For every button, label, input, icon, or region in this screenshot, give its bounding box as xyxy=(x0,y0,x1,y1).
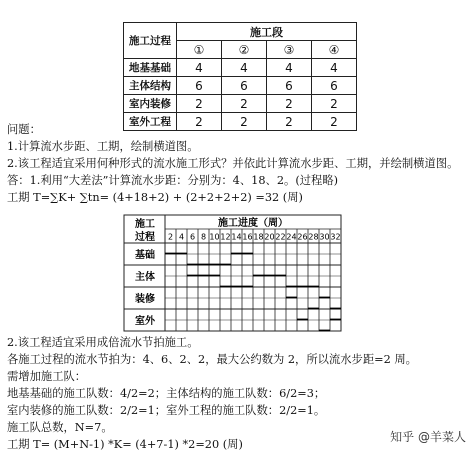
cell: 2 xyxy=(312,113,357,131)
week-tick-label: 20 xyxy=(264,232,275,242)
week-tick-label: 14 xyxy=(231,232,242,242)
header-process-line2: 过程 xyxy=(135,232,155,243)
beats-text: 各施工过程的流水节拍为：4、6、2、2，最大公约数为 2，所以流水步距=2 周。 xyxy=(7,353,417,366)
cell: 2 xyxy=(177,95,222,113)
row-name: 室外工程 xyxy=(124,113,177,131)
teams-line-1: 地基基础的施工队数：4/2=2；主体结构的施工队数：6/2=3； xyxy=(7,387,326,400)
answer-2: 2.该工程适宜采用成倍流水节拍施工。 xyxy=(7,336,199,349)
process-label: 基础 xyxy=(135,250,155,261)
segment-1: ① xyxy=(177,41,222,59)
week-tick-label: 22 xyxy=(275,232,286,242)
answer-1: 答：1.利用“大差法”计算流水步距：分别为：4、18、2。(过程略) xyxy=(7,174,339,187)
process-label: 室外 xyxy=(135,316,155,327)
week-tick-label: 10 xyxy=(209,232,220,242)
row-name: 主体结构 xyxy=(124,77,177,95)
cell: 2 xyxy=(267,113,312,131)
cell: 2 xyxy=(267,95,312,113)
need-teams-text: 需增加施工队： xyxy=(7,370,87,383)
segment-4: ④ xyxy=(312,41,357,59)
cell: 2 xyxy=(312,95,357,113)
table-row xyxy=(124,59,357,77)
cell: 2 xyxy=(222,113,267,131)
construction-data-table xyxy=(123,22,357,131)
question-2: 2.该工程适宜采用何种形式的流水施工形式？并依此计算流水步距、工期，并绘制横道图。 xyxy=(7,157,459,170)
week-tick-label: 26 xyxy=(297,232,308,242)
cell: 4 xyxy=(267,59,312,77)
header-process: 施工过程 xyxy=(124,23,177,59)
duration-formula-2: 工期 T= (M+N-1) *K= (4+7-1) *2=20 (周) xyxy=(7,438,243,451)
cell: 2 xyxy=(222,95,267,113)
header-process-line1: 施工 xyxy=(135,219,155,230)
table-row xyxy=(124,113,357,131)
question-title: 问题： xyxy=(7,123,41,136)
gantt-chart xyxy=(123,214,345,332)
week-tick-label: 18 xyxy=(253,232,264,242)
cell: 4 xyxy=(312,59,357,77)
team-total: 施工队总数，N=7。 xyxy=(7,421,113,434)
header-progress: 施工进度（周） xyxy=(218,218,288,229)
cell: 4 xyxy=(177,59,222,77)
week-tick-label: 24 xyxy=(286,232,297,242)
week-tick-label: 28 xyxy=(308,232,319,242)
cell: 6 xyxy=(267,77,312,95)
table-row xyxy=(124,77,357,95)
cell: 6 xyxy=(312,77,357,95)
teams-line-2: 室内装修的施工队数：2/2=1；室外工程的施工队数：2/2=1。 xyxy=(7,404,326,417)
week-tick-label: 2 xyxy=(167,232,174,242)
header-segment: 施工段 xyxy=(177,23,357,41)
table-row xyxy=(124,95,357,113)
week-tick-label: 6 xyxy=(189,232,196,242)
row-name: 室内装修 xyxy=(124,95,177,113)
week-tick-label: 4 xyxy=(178,232,185,242)
segment-3: ③ xyxy=(267,41,312,59)
week-tick-label: 32 xyxy=(330,232,341,242)
cell: 2 xyxy=(177,113,222,131)
duration-formula-1: 工期 T=∑K+ ∑tn= (4+18+2) + (2+2+2+2) =32 (周) xyxy=(7,191,303,204)
segment-2: ② xyxy=(222,41,267,59)
process-label: 装修 xyxy=(135,294,155,305)
row-name: 地基基础 xyxy=(124,59,177,77)
watermark: 知乎 @羊菜人 xyxy=(390,430,466,444)
week-tick-label: 12 xyxy=(220,232,231,242)
question-1: 1.计算流水步距、工期，绘制横道图。 xyxy=(7,140,199,153)
cell: 6 xyxy=(177,77,222,95)
week-tick-label: 8 xyxy=(200,232,207,242)
week-tick-label: 16 xyxy=(242,232,253,242)
cell: 6 xyxy=(222,77,267,95)
week-tick-label: 30 xyxy=(319,232,330,242)
cell: 4 xyxy=(222,59,267,77)
process-label: 主体 xyxy=(135,272,155,283)
